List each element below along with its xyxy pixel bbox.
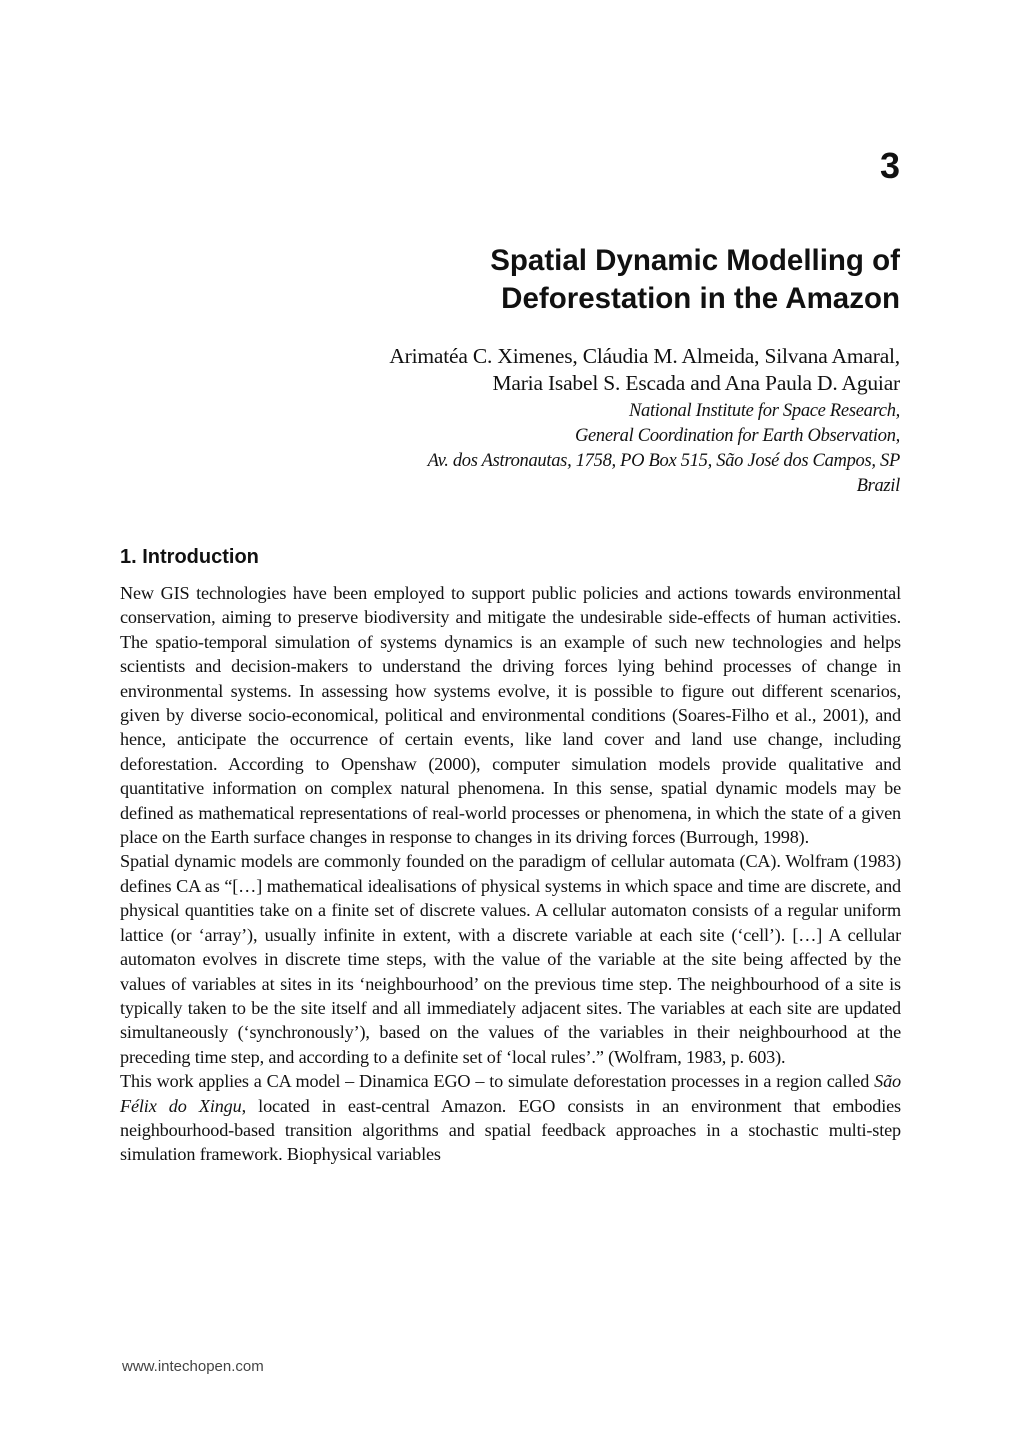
affiliation-line-3: Av. dos Astronautas, 1758, PO Box 515, São José dos Campos, SP	[427, 451, 900, 471]
title-line-2: Deforestation in the Amazon	[501, 282, 900, 315]
affiliation-line-4: Brazil	[856, 476, 900, 496]
author-list	[389, 343, 900, 397]
chapter-number: 3	[879, 145, 900, 186]
title-line-1: Spatial Dynamic Modelling of	[490, 244, 900, 277]
paragraph: Spatial dynamic models are commonly founded on the paradigm of cellular automata (CA). Wolfram (1983) defines CA as “[…] mathematical idealisations of physical systems in which space and time are discrete, and physical quantities take on a finite set of discrete values. A cellular automaton consists of a regular uniform lattice (or ‘array’), usually infinite in extent, with a discrete variable at each site (‘cell’). […] A cellular automaton evolves in discrete time steps, with the value of the variable at the site being affected by the values of variables at sites in its ‘neighbourhood’ on the previous time step. The neighbourhood of a site is typically taken to be the site itself and all immediately adjacent sites. The variables at each site are updated simultaneously (‘synchronously’), based on the values of the variables in their neighbourhood at the preceding time step, and according to a definite set of ‘local rules’.” (Wolfram, 1983, p. 603).	[120, 851, 901, 1067]
authors-line-2: Maria Isabel S. Escada and Ana Paula D. Aguiar	[492, 371, 900, 395]
paragraph-text: This work applies a CA model – Dinamica EGO – to simulate deforestation processes in a region called	[120, 1071, 875, 1092]
place-name: São Félix do Xingu	[120, 1071, 901, 1116]
authors-line-1: Arimatéa C. Ximenes, Cláudia M. Almeida, Silvana Amaral,	[389, 344, 900, 368]
body-text	[120, 581, 901, 1167]
affiliation-line-2: General Coordination for Earth Observation,	[574, 426, 900, 446]
chapter-title	[490, 242, 900, 318]
section-heading: 1. Introduction	[120, 546, 259, 568]
paragraph	[120, 1069, 901, 1167]
footer-url[interactable]: www.intechopen.com	[122, 1358, 264, 1375]
paragraph-text: , located in east-central Amazon. EGO consists in an environment that embodies neighbourhood-based transition algorithms and spatial feedback approaches in a stochastic multi-step simulation framework. Biophysical variables	[120, 1095, 901, 1165]
affiliation	[428, 399, 900, 499]
affiliation-line-1: National Institute for Space Research,	[628, 401, 900, 421]
paragraph: New GIS technologies have been employed to support public policies and actions towards environmental conservation, aiming to preserve biodiversity and mitigate the undesirable side-effects of human activities. The spatio-temporal simulation of systems dynamics is an example of such new technologies and helps scientists and decision-makers to understand the driving forces lying behind processes of change in environmental systems. In assessing how systems evolve, it is possible to figure out different scenarios, given by diverse socio-economical, political and environmental conditions (Soares-Filho et al., 2001), and hence, anticipate the occurrence of certain events, like land cover and land use change, including deforestation. According to Openshaw (2000), computer simulation models provide qualitative and quantitative information on complex natural phenomena. In this sense, spatial dynamic models may be defined as mathematical representations of real-world processes or phenomena, in which the state of a given place on the Earth surface changes in response to changes in its driving forces (Burrough, 1998).	[120, 583, 901, 848]
